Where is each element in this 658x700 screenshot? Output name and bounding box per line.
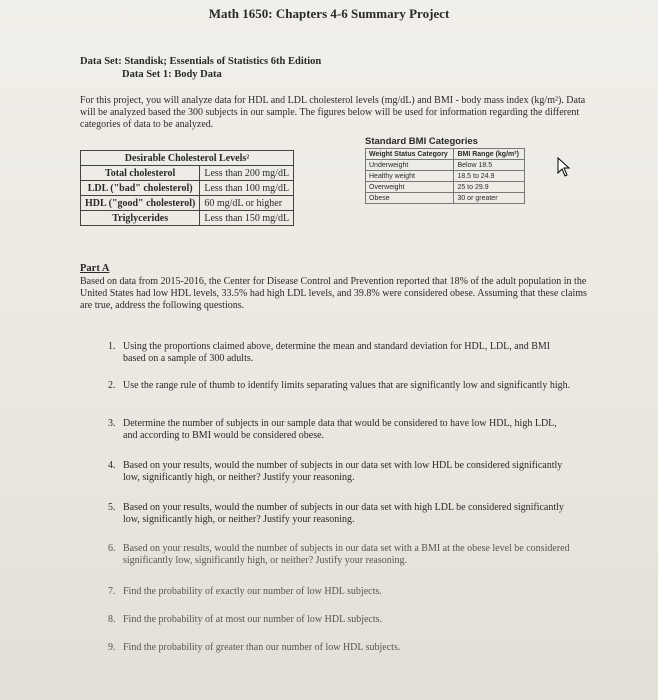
page-title: Math 1650: Chapters 4-6 Summary Project (208, 6, 450, 21)
dataset-line-1: Data Set: Standisk; Essentials of Statistics 6th Edition (80, 56, 322, 67)
bmi-range: 18.5 to 24.9 (454, 171, 525, 182)
cholesterol-table (80, 150, 294, 226)
part-a-context: Based on data from 2015-2016, the Center for Disease Control and Prevention reported that 18% of the adult population in the United States had low HDL levels, 33.5% had high LDL levels, and 39.8% were considered obese. Assuming that these claims are true, address the following questions. (80, 276, 587, 311)
list-item (108, 642, 578, 654)
question-text: Based on your results, would the number of subjects in our data set with low HDL be considered significantly low, significantly high, or neither? Justify your reasoning. (123, 460, 563, 483)
question-text: Based on your results, would the number of subjects in our data set with high LDL be considered significantly low, significantly high, or neither? Justify your reasoning. (123, 502, 564, 525)
bmi-header-category: Weight Status Category (366, 149, 454, 160)
table-header-row (366, 149, 525, 160)
bmi-category: Obese (366, 193, 454, 204)
table-header-row (81, 151, 294, 166)
table-row (366, 193, 525, 204)
part-a-heading: Part A (80, 263, 110, 274)
table-row (366, 160, 525, 171)
list-item (108, 543, 578, 567)
bmi-categories (365, 136, 545, 204)
question-number: 9. (108, 642, 116, 653)
question-number: 6. (108, 543, 116, 554)
bmi-table (365, 148, 525, 204)
table-row (81, 211, 294, 226)
list-item (108, 341, 578, 365)
question-number: 7. (108, 586, 116, 597)
cholesterol-table-header: Desirable Cholesterol Levels² (81, 151, 294, 166)
list-item (108, 460, 578, 484)
question-text: Find the probability of greater than our number of low HDL subjects. (123, 642, 401, 653)
question-text: Use the range rule of thumb to identify limits separating values that are significantly low and significantly high. (123, 380, 571, 391)
bmi-range: Below 18.5 (454, 160, 525, 171)
table-row (366, 171, 525, 182)
bmi-range: 30 or greater (454, 193, 525, 204)
dataset-line-2: Data Set 1: Body Data (122, 69, 222, 80)
list-item (108, 380, 578, 392)
table-row (366, 182, 525, 193)
list-item (108, 418, 578, 442)
list-item (108, 614, 578, 626)
bmi-header-range: BMI Range (kg/m²) (454, 149, 525, 160)
question-text: Determine the number of subjects in our sample data that would be considered to have low HDL, high LDL, and according to BMI would be considered obese. (123, 418, 557, 441)
cholesterol-value: Less than 200 mg/dL (200, 166, 294, 181)
cholesterol-value: Less than 100 mg/dL (200, 181, 294, 196)
question-number: 3. (108, 418, 116, 429)
bmi-category: Overweight (366, 182, 454, 193)
bmi-range: 25 to 29.9 (454, 182, 525, 193)
bmi-category: Healthy weight (366, 171, 454, 182)
question-number: 2. (108, 380, 116, 391)
bmi-category: Underweight (366, 160, 454, 171)
cholesterol-label: Total cholesterol (81, 166, 200, 181)
table-row (81, 166, 294, 181)
cholesterol-label: LDL ("bad" cholesterol) (81, 181, 200, 196)
table-row (81, 181, 294, 196)
question-text: Using the proportions claimed above, determine the mean and standard deviation for HDL, LDL, and BMI based on a sample of 300 adults. (123, 341, 551, 364)
dataset-info (80, 55, 321, 81)
intro-paragraph: For this project, you will analyze data for HDL and LDL cholesterol levels (mg/dL) and BMI - body mass index (kg/m²). Data will be analyzed based the 300 subjects in our sample. The figures below will be used for information regarding the different categories of data to be analyzed. (80, 95, 586, 130)
question-number: 8. (108, 614, 116, 625)
question-number: 5. (108, 502, 116, 513)
list-item (108, 586, 578, 598)
question-text: Find the probability of exactly our number of low HDL subjects. (123, 586, 382, 597)
question-number: 4. (108, 460, 116, 471)
cholesterol-label: HDL ("good" cholesterol) (81, 196, 200, 211)
cholesterol-label: Triglycerides (81, 211, 200, 226)
cholesterol-value: Less than 150 mg/dL (200, 211, 294, 226)
question-number: 1. (108, 341, 116, 352)
list-item (108, 502, 578, 526)
cholesterol-value: 60 mg/dL or higher (200, 196, 294, 211)
bmi-table-title: Standard BMI Categories (365, 136, 478, 147)
table-row (81, 196, 294, 211)
question-text: Based on your results, would the number of subjects in our data set with a BMI at the obese level be considered significantly low, significantly high, or neither? Justify your reasoning. (123, 543, 570, 566)
mouse-cursor-icon (557, 157, 571, 177)
question-text: Find the probability of at most our number of low HDL subjects. (123, 614, 383, 625)
